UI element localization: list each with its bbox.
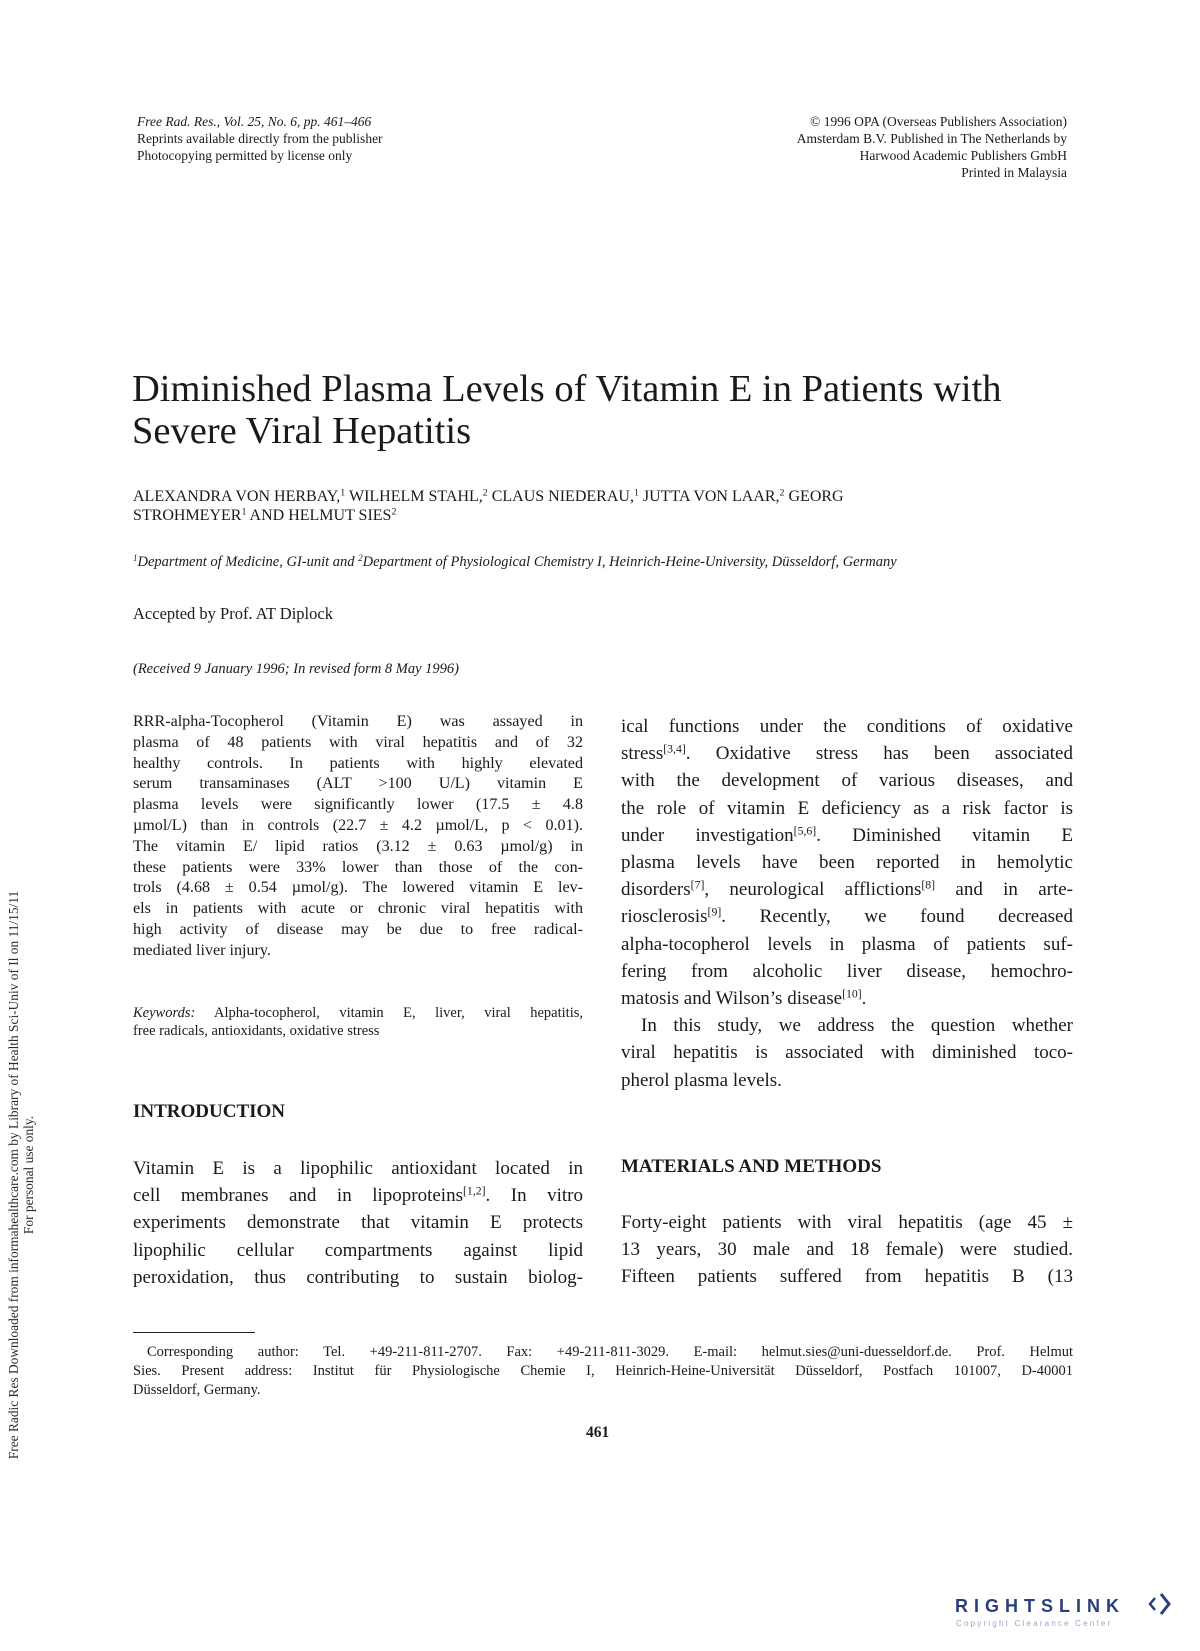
copyright-line: Printed in Malaysia	[961, 165, 1067, 180]
author-line-2: STROHMEYER$^1$ AND HELMUT SIES$^2$	[133, 506, 397, 524]
abstract-line: plasma levels were significantly lower (17.5 ± 4.8	[133, 796, 583, 814]
body-line: fering from alcoholic liver disease, hemochro-	[621, 960, 1073, 982]
body-line: plasma levels have been reported in hemolytic	[621, 852, 1073, 874]
abstract-line: els in patients with acute or chronic viral hepatitis with	[133, 900, 583, 918]
journal-citation	[137, 113, 617, 164]
footnote-line: Corresponding author: Tel. +49-211-811-2707. Fax: +49-211-811-3029. E-mail: helmut.sies@uni-duesseldorf.de. Prof. Helmut	[147, 1344, 1073, 1360]
materials-methods-text	[621, 1209, 1073, 1291]
author-line-1: ALEXANDRA VON HERBAY,$^1$ WILHELM STAHL,$^2$ CLAUS NIEDERAU,$^1$ JUTTA VON LAAR,$^2$ GEORG	[133, 487, 844, 505]
abstract-line: serum transaminases (ALT >100 U/L) vitamin E	[133, 775, 583, 793]
body-line: under investigation[5,6]. Diminished vitamin E	[621, 824, 1073, 846]
body-line: with the development of various diseases, and	[621, 770, 1073, 792]
download-notice	[6, 890, 36, 1460]
keywords-line-1: Keywords: Alpha-tocopherol, vitamin E, liver, viral hepatitis,	[133, 1005, 583, 1021]
introduction-text	[133, 1155, 583, 1291]
abstract-line: high activity of disease may be due to free radical-	[133, 920, 583, 938]
abstract-line: healthy controls. In patients with highly elevated	[133, 754, 583, 772]
footnote-line: Düsseldorf, Germany.	[133, 1382, 261, 1398]
citation-ref: [7]	[690, 878, 705, 892]
citation-ref: [8]	[921, 878, 936, 892]
body-line: disorders[7], neurological afflictions[8] and in arte-	[621, 878, 1073, 901]
abstract-line: trols (4.68 ± 0.54 µmol/g). The lowered vitamin E lev-	[133, 879, 583, 897]
footnote-line: Sies. Present address: Institut für Physiologische Chemie I, Heinrich-Heine-Universität Düsseldorf, Postfach 101007, D-40001	[133, 1363, 1073, 1379]
title-line-1: Diminished Plasma Levels of Vitamin E in Patients with	[132, 368, 1002, 410]
download-notice-line: Free Radic Res Downloaded from informahealthcare.com by Library of Health Sci-Univ of Il on 11/15/11	[6, 890, 21, 1460]
download-notice-line: For personal use only.	[21, 1115, 36, 1235]
body-line: pherol plasma levels.	[621, 1069, 782, 1091]
page-number: 461	[586, 1424, 610, 1441]
accepted-by: Accepted by Prof. AT Diplock	[133, 604, 333, 623]
body-line: matosis and Wilson’s disease[10].	[621, 987, 867, 1010]
body-line: viral hepatitis is associated with diminished toco-	[621, 1042, 1073, 1064]
body-line: the role of vitamin E deficiency as a risk factor is	[621, 797, 1073, 819]
corresponding-author-footnote	[133, 1343, 1073, 1400]
citation-ref: [1,2]	[462, 1184, 486, 1198]
body-line: 13 years, 30 male and 18 female) were studied.	[621, 1239, 1073, 1261]
citation-ref: [10]	[842, 987, 862, 1001]
abstract-line: these patients were 33% lower than those of the con-	[133, 858, 583, 876]
citation-line: Free Rad. Res., Vol. 25, No. 6, pp. 461–466	[137, 114, 372, 129]
abstract-line: plasma of 48 patients with viral hepatitis and of 32	[133, 733, 583, 751]
received-dates: (Received 9 January 1996; In revised form 8 May 1996)	[133, 661, 460, 677]
body-line: Forty-eight patients with viral hepatitis (age 45 ±	[621, 1212, 1073, 1233]
introduction-continued	[621, 713, 1073, 1094]
footnote-rule	[133, 1332, 255, 1333]
affiliations: $^1$Department of Medicine, GI-unit and $^2$Department of Physiological Chemistry I, Heinrich-Heine-University, Düsseldorf, Germany	[133, 553, 897, 570]
body-line: stress[3,4]. Oxidative stress has been associated	[621, 742, 1073, 765]
copyright-block	[587, 113, 1067, 181]
rightslink-wordmark: RIGHTSLINK	[955, 1596, 1125, 1616]
body-line: Vitamin E is a lipophilic antioxidant located in	[133, 1158, 583, 1179]
body-line: Fifteen patients suffered from hepatitis B (13	[621, 1266, 1073, 1288]
citation-ref: [5,6]	[793, 824, 817, 838]
rightslink-logo-graphic	[955, 1588, 1185, 1632]
copyright-line: © 1996 OPA (Overseas Publishers Association)	[810, 114, 1067, 129]
author-list	[133, 487, 1093, 525]
citation-ref: [3,4]	[663, 742, 686, 756]
keywords-line-2: free radicals, antioxidants, oxidative stress	[133, 1023, 380, 1039]
body-line: riosclerosis[9]. Recently, we found decreased	[621, 905, 1073, 928]
rightslink-tagline: Copyright Clearance Center	[956, 1619, 1113, 1628]
rightslink-logo[interactable]	[955, 1588, 1185, 1632]
body-line: In this study, we address the question whether	[641, 1015, 1073, 1037]
copyright-line: Amsterdam B.V. Published in The Netherlands by	[796, 131, 1067, 146]
abstract-line: µmol/L) than in controls (22.7 ± 4.2 µmol/L, p < 0.01).	[133, 816, 583, 834]
body-line: lipophilic cellular compartments against lipid	[133, 1239, 583, 1261]
copyright-line: Harwood Academic Publishers GmbH	[859, 148, 1067, 163]
abstract	[133, 712, 583, 962]
body-line: cell membranes and in lipoproteins[1,2]. In vitro	[133, 1184, 583, 1207]
title-line-2: Severe Viral Hepatitis	[132, 410, 472, 452]
article-title	[132, 368, 1092, 452]
abstract-line: The vitamin E/ lipid ratios (3.12 ± 0.63 µmol/g) in	[133, 837, 583, 855]
body-line: ical functions under the conditions of oxidative	[621, 716, 1073, 737]
abstract-line: mediated liver injury.	[133, 941, 271, 959]
body-line: experiments demonstrate that vitamin E protects	[133, 1212, 583, 1234]
body-line: alpha-tocopherol levels in plasma of patients suf-	[621, 933, 1073, 955]
body-line: peroxidation, thus contributing to sustain biolog-	[133, 1266, 583, 1288]
chevron-right-icon	[1161, 1594, 1169, 1614]
keywords	[133, 1004, 583, 1040]
chevron-left-icon	[1150, 1598, 1155, 1610]
citation-line: Photocopying permitted by license only	[137, 148, 353, 163]
materials-methods-heading: MATERIALS AND METHODS	[621, 1156, 882, 1177]
citation-ref: [9]	[707, 905, 722, 919]
citation-line: Reprints available directly from the publisher	[137, 131, 383, 146]
introduction-heading: INTRODUCTION	[133, 1101, 286, 1122]
abstract-line: RRR-alpha-Tocopherol (Vitamin E) was assayed in	[133, 713, 583, 730]
keywords-label: Keywords:	[133, 1005, 196, 1021]
